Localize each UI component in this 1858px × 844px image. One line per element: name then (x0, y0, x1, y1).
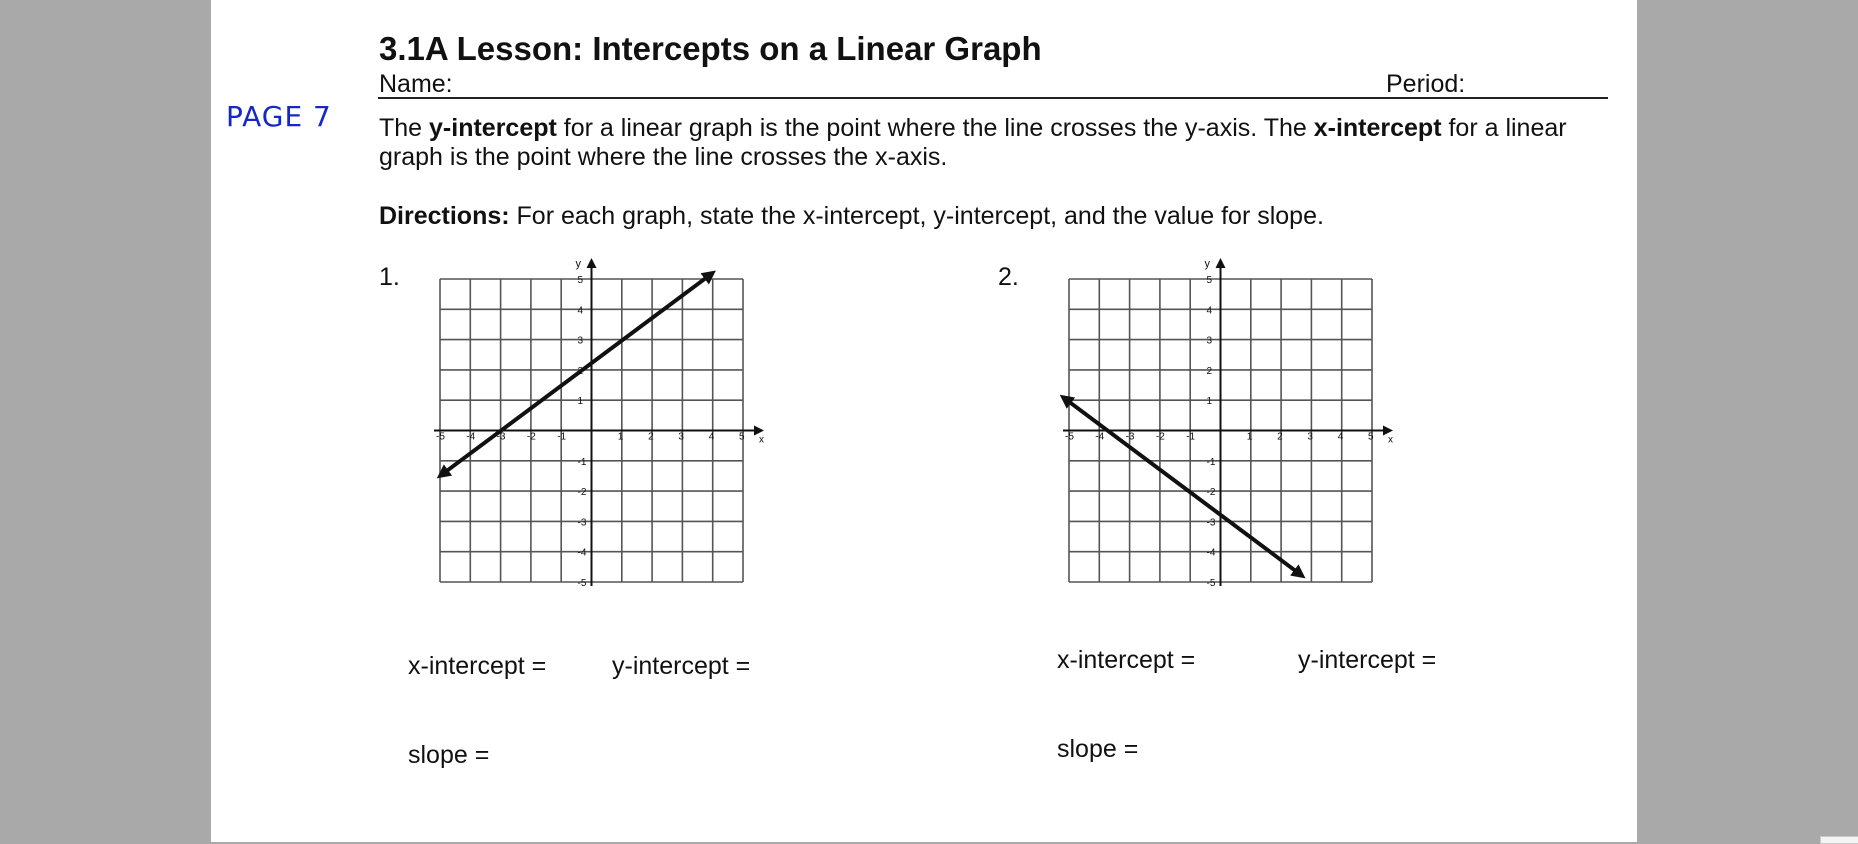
problem-2-graph (1059, 250, 1399, 610)
problem-2-y-intercept-label: y-intercept = (1298, 646, 1437, 674)
name-label: Name: (379, 70, 453, 98)
y-tick-label: 1 (1206, 396, 1213, 408)
x-tick-label: 3 (1307, 431, 1313, 443)
y-tick-label: -3 (577, 517, 587, 529)
y-tick-label: -4 (577, 547, 587, 559)
intro-text-3: for a linear graph is the point where the line crosses the x-axis. (379, 114, 1567, 171)
problem-2-x-intercept-label: x-intercept = (1057, 646, 1196, 674)
y-tick-label: 4 (1206, 305, 1213, 317)
y-tick-label: -3 (1206, 517, 1216, 529)
problem-1-slope-label: slope = (408, 741, 490, 769)
directions-label: Directions: (379, 202, 510, 230)
x-tick-label: 5 (739, 431, 745, 443)
y-tick-label: 5 (577, 275, 584, 286)
x-tick-label: -1 (557, 431, 567, 443)
y-tick-label: -4 (1206, 547, 1216, 559)
problem-1-graph (430, 250, 770, 610)
y-tick-label: -2 (1206, 487, 1216, 499)
y-tick-label: -2 (577, 487, 587, 499)
directions-text: For each graph, state the x-intercept, y-intercept, and the value for slope. (509, 202, 1324, 230)
x-tick-label: -2 (1155, 431, 1165, 443)
problem-2-number: 2. (998, 263, 1019, 291)
y-axis-label: y (575, 258, 581, 270)
x-tick-label: -5 (436, 431, 445, 443)
problem-1-x-intercept-label: x-intercept = (408, 652, 547, 680)
x-tick-label: -4 (466, 431, 476, 443)
x-axis-label: x (1388, 434, 1393, 446)
x-tick-label: 1 (617, 431, 624, 443)
header-divider (378, 97, 1608, 99)
x-tick-label: 3 (678, 431, 684, 443)
y-tick-label: 1 (577, 396, 584, 408)
x-tick-label: -5 (1065, 431, 1074, 443)
x-tick-label: 1 (1246, 431, 1253, 443)
lesson-title: 3.1A Lesson: Intercepts on a Linear Graph (379, 30, 1042, 67)
directions (379, 202, 1609, 231)
term-x-intercept: x-intercept (1313, 114, 1442, 142)
x-tick-label: 2 (648, 431, 654, 443)
x-tick-label: -3 (1125, 431, 1135, 443)
graph-line (440, 273, 713, 476)
x-tick-label: 4 (1337, 431, 1344, 443)
x-tick-label: -4 (1095, 431, 1105, 443)
y-tick-label: 2 (1206, 365, 1213, 377)
y-tick-label: -5 (1206, 578, 1216, 589)
y-tick-label: 5 (1206, 275, 1213, 286)
y-axis-label: y (1204, 258, 1210, 270)
corner-widget (1820, 836, 1858, 844)
y-tick-label: 4 (577, 305, 584, 317)
problem-2-slope-label: slope = (1057, 735, 1139, 763)
x-tick-label: 4 (708, 431, 715, 443)
y-tick-label: 3 (1206, 335, 1213, 347)
x-axis-label: x (759, 434, 764, 446)
y-tick-label: -5 (577, 578, 587, 589)
x-tick-label: 5 (1368, 431, 1374, 443)
page-number-note: PAGE 7 (226, 100, 332, 133)
term-y-intercept: y-intercept (429, 114, 557, 142)
problem-1-y-intercept-label: y-intercept = (612, 652, 751, 680)
x-tick-label: 2 (1277, 431, 1283, 443)
y-tick-label: -1 (577, 456, 587, 468)
problem-1-number: 1. (379, 263, 400, 291)
intro-text-1: The (379, 114, 430, 142)
period-label: Period: (1386, 70, 1466, 98)
x-tick-label: -1 (1186, 431, 1196, 443)
intro-text-2: for a linear graph is the point where the line crosses the y-axis. The (556, 114, 1314, 142)
intro-paragraph (379, 114, 1609, 172)
y-tick-label: -1 (1206, 456, 1216, 468)
y-tick-label: 3 (577, 335, 584, 347)
x-tick-label: -2 (526, 431, 536, 443)
x-tick-label: -3 (496, 431, 506, 443)
